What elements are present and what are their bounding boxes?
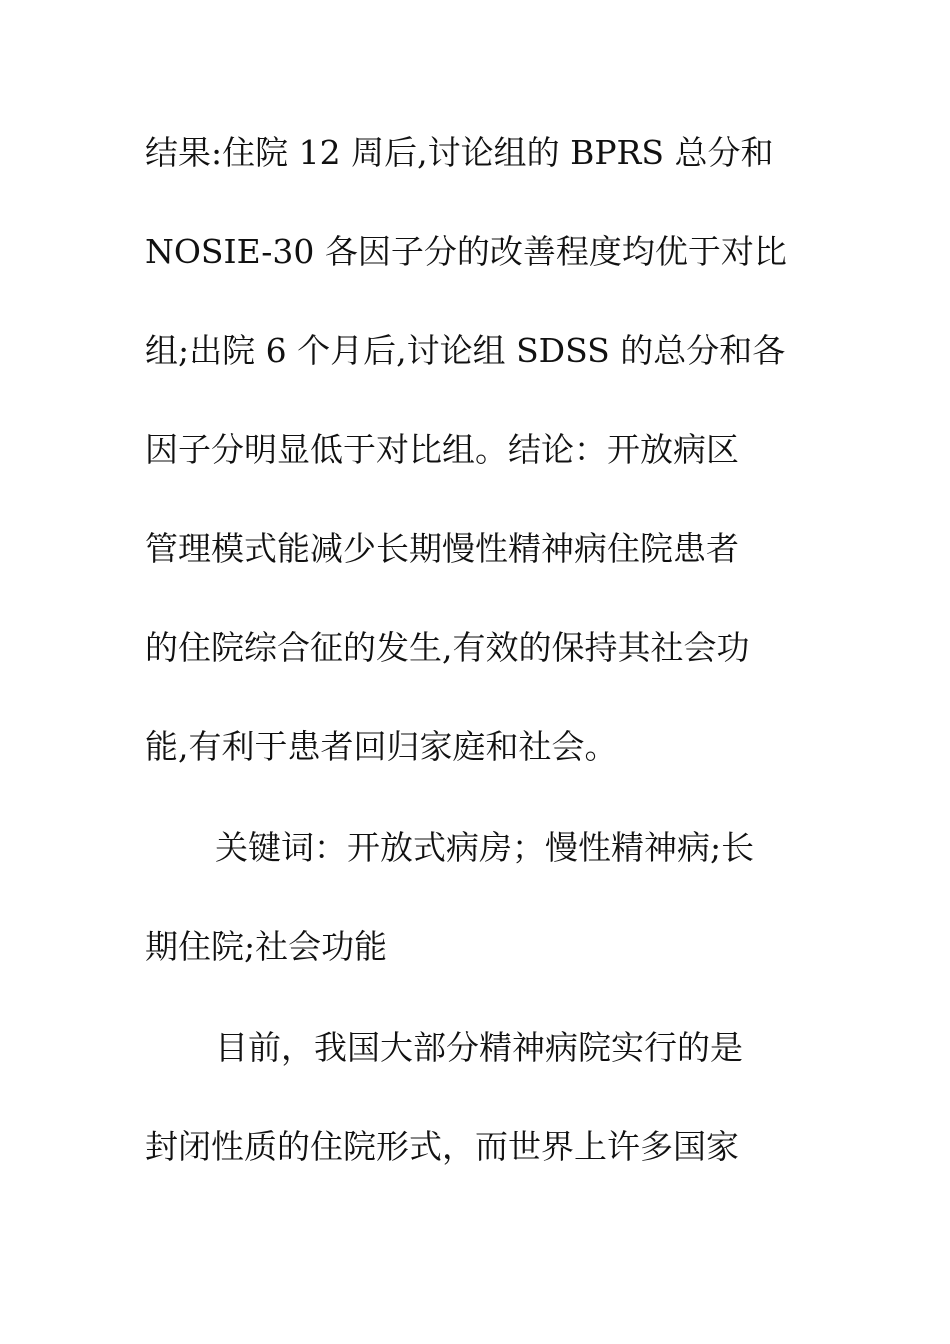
text-line: 目前，我国大部分精神病院实行的是	[215, 1028, 743, 1067]
text-line: NOSIE-30 各因子分的改善程度均优于对比	[145, 232, 787, 271]
keywords-line: 关键词：开放式病房；慢性精神病;长	[215, 828, 755, 867]
text-line: 的住院综合征的发生,有效的保持其社会功	[145, 628, 750, 667]
keywords-line: 期住院;社会功能	[145, 927, 388, 966]
text-line: 因子分明显低于对比组。结论：开放病区	[145, 430, 739, 469]
text-line: 结果:住院 12 周后,讨论组的 BPRS 总分和	[145, 133, 774, 172]
text-line: 管理模式能减少长期慢性精神病住院患者	[145, 529, 739, 568]
text-line: 能,有利于患者回归家庭和社会。	[145, 727, 618, 766]
text-line: 组;出院 6 个月后,讨论组 SDSS 的总分和各	[145, 331, 786, 370]
text-line: 封闭性质的住院形式，而世界上许多国家	[145, 1127, 739, 1166]
